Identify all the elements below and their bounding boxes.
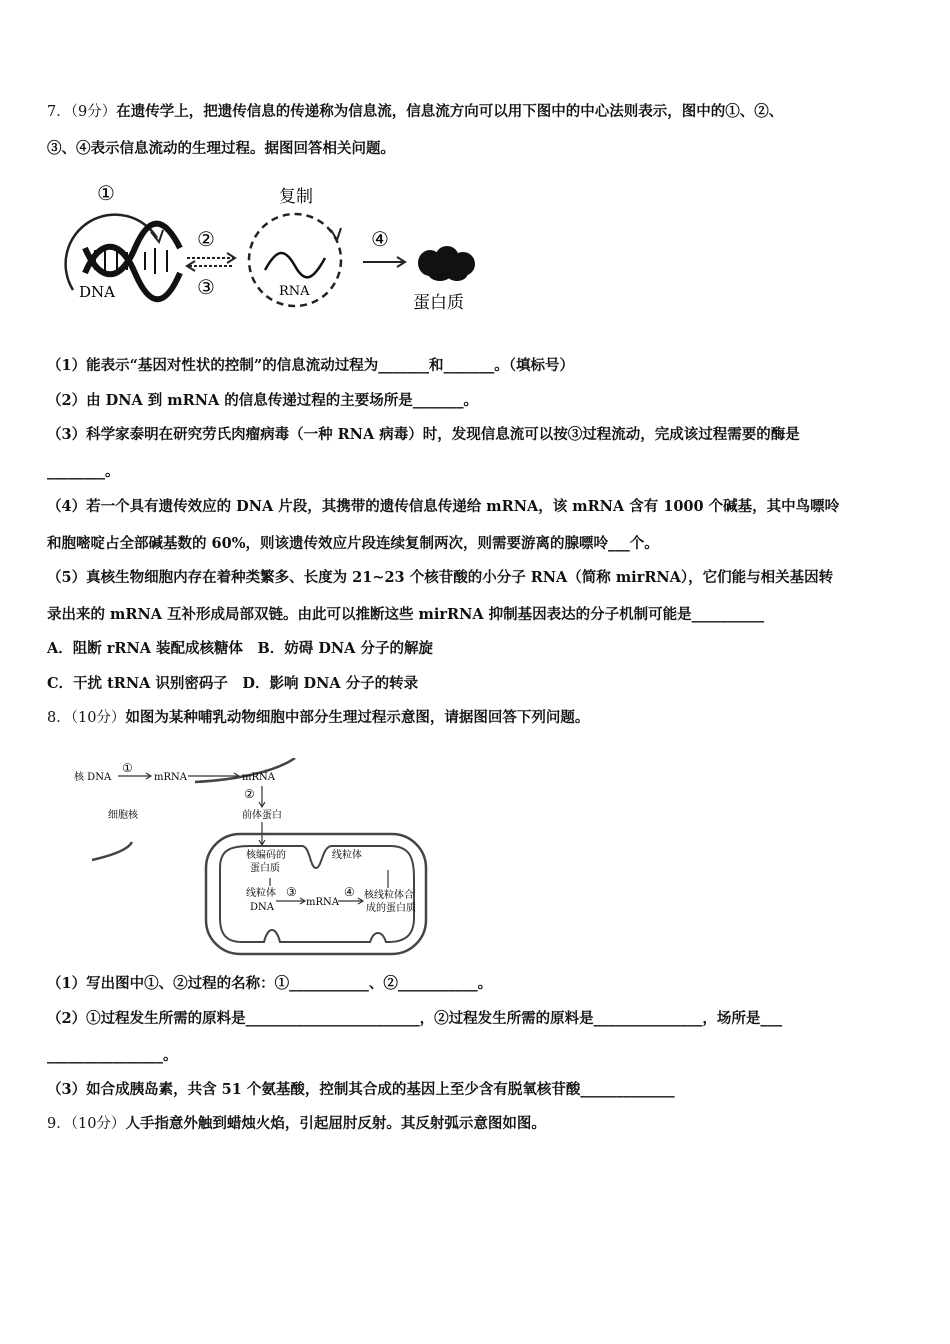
q9-points: （10分）: [70, 1116, 126, 1132]
q8-points: （10分）: [70, 710, 126, 726]
q7-part1: （1）能表示“基因对性状的控制”的信息流动过程为_______和_______。（填标号）: [47, 357, 575, 374]
diag2-mito-dna-line1: 线粒体: [246, 888, 276, 899]
diag1-rna-label: RNA: [279, 284, 310, 299]
replication-rna-arrowhead: [331, 228, 341, 240]
mitochondria-process-diagram: [70, 758, 450, 958]
q7-part5-line1: （5）真核生物细胞内存在着种类繁多、长度为 21~23 个核苷酸的小分子 RNA（简称 mirRNA），它们能与相关基因转: [47, 569, 834, 586]
q7-part3-line1: （3）科学家泰明在研究劳氏肉瘤病毒（一种 RNA 病毒）时，发现信息流可以按③过程流动，完成该过程需要的酶是: [47, 426, 800, 443]
q8-part3: （3）如合成胰岛素，共含 51 个氨基酸，控制其合成的基因上至少含有脱氧核苷酸_____________: [47, 1081, 675, 1098]
diag2-nucleus-label: 细胞核: [108, 810, 138, 821]
diag2-circle4-label: ④: [344, 885, 355, 899]
diag1-dna-label: DNA: [79, 283, 115, 301]
diag2-joint-line2: 成的蛋白质: [366, 903, 416, 914]
diag1-circle3-label: ③: [197, 275, 215, 299]
diag2-mrna2-label: mRNA: [242, 772, 275, 783]
q9-stem-text: 人手指意外触到蜡烛火焰，引起屈肘反射。其反射弧示意图如图。: [125, 1115, 546, 1132]
q7-stem-line2: ③、④表示信息流动的生理过程。据图回答相关问题。: [47, 140, 395, 157]
q7-stem-text1: 在遗传学上，把遗传信息的传递称为信息流，信息流方向可以用下图中的中心法则表示，图中的①、②、: [116, 103, 784, 120]
diag2-circle2-label: ②: [244, 787, 255, 801]
q8-part2-line1: （2）①过程发生所需的原料是________________________，②过程发生所需的原料是_______________，场所是___: [47, 1010, 783, 1027]
diag1-circle2-label: ②: [197, 227, 215, 251]
q7-part5-line2: 录出来的 mRNA 互补形成局部双链。由此可以推断这些 mirRNA 抑制基因表达的分子机制可能是__________: [47, 606, 765, 623]
diag2-nuc-encoded-line2: 蛋白质: [250, 863, 280, 874]
diag1-protein-label: 蛋白质: [413, 293, 464, 313]
diag1-circle1-label: ①: [97, 181, 115, 205]
nuclear-membrane-lower: [92, 842, 132, 860]
diag2-nuc-encoded-line1: 核编码的: [246, 850, 286, 861]
q9-number: 9．: [47, 1116, 71, 1132]
q8-part2-line2: ________________。: [47, 1047, 178, 1064]
q7-options-cd: C．干扰 tRNA 识别密码子 D．影响 DNA 分子的转录: [47, 675, 419, 692]
rna-strand-icon: [265, 253, 325, 277]
q7-part2: （2）由 DNA 到 mRNA 的信息传递过程的主要场所是_______。: [47, 392, 479, 409]
diag2-mrna1-label: mRNA: [154, 772, 187, 783]
diag2-mito-dna-line2: DNA: [250, 902, 274, 913]
replication-dna-arc: [66, 215, 157, 290]
q7-part4-line2: 和胞嘧啶占全部碱基数的 60%，则该遗传效应片段连续复制两次，则需要游离的腺嘌呤___个。: [47, 535, 659, 552]
central-dogma-diagram: [45, 178, 505, 318]
q7-points: （9分）: [70, 104, 117, 120]
q8-part1: （1）写出图中①、②过程的名称：①___________、②___________。: [47, 975, 493, 992]
q7-part4-line1: （4）若一个具有遗传效应的 DNA 片段，其携带的遗传信息传递给 mRNA，该 mRNA 含有 1000 个碱基，其中鸟嘌呤: [47, 498, 840, 515]
q8-stem-line: [47, 708, 910, 728]
diag1-circle4-label: ④: [371, 227, 389, 251]
diag2-joint-line1: 核线粒体合: [364, 890, 414, 901]
diag2-circle1-label: ①: [122, 761, 133, 775]
diag2-precursor-label: 前体蛋白: [242, 810, 282, 821]
q7-options-ab: A．阻断 rRNA 装配成核糖体 B．妨碍 DNA 分子的解旋: [47, 640, 433, 657]
diag2-circle3-label: ③: [286, 885, 297, 899]
q7-stem-line1: [47, 102, 910, 122]
q8-stem-text: 如图为某种哺乳动物细胞中部分生理过程示意图，请据图回答下列问题。: [125, 709, 590, 726]
q9-stem-line: [47, 1114, 910, 1134]
diag2-mrna3-label: mRNA: [306, 897, 339, 908]
diag2-nuclear-dna-label: 核 DNA: [74, 772, 112, 783]
diag2-mito-label: 线粒体: [332, 850, 362, 861]
diag1-replication-label: 复制: [279, 187, 313, 207]
q7-number: 7．: [47, 104, 71, 120]
protein-blob-icon: [418, 246, 475, 281]
q7-part3-line2: ________。: [47, 463, 120, 480]
q8-number: 8．: [47, 710, 71, 726]
